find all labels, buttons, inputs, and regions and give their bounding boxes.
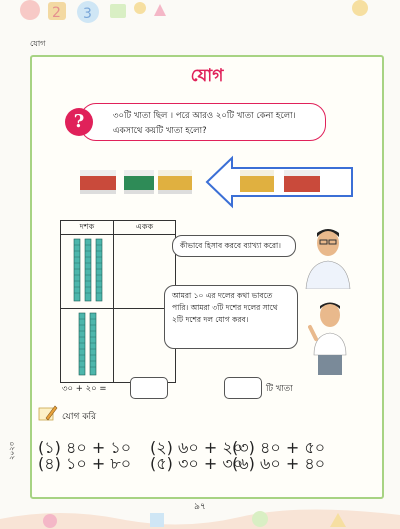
tens-header: দশক bbox=[61, 221, 114, 235]
problem-4: (৪) ১০ + ৮০ bbox=[38, 454, 132, 473]
problem-5: (৫) ৩০ + ৩০ bbox=[150, 454, 244, 473]
svg-text:3: 3 bbox=[83, 6, 92, 22]
answer-box-count[interactable] bbox=[224, 377, 262, 399]
exercise-label: যোগ করি bbox=[62, 412, 97, 422]
equation-left: ৩০ + ২০ = bbox=[62, 384, 107, 394]
problem-2: (২) ৬০ + ২০ bbox=[150, 438, 244, 457]
teacher-illustration bbox=[300, 227, 356, 289]
side-year: ২০২৩ bbox=[8, 441, 16, 460]
question-box bbox=[73, 103, 326, 141]
student-illustration bbox=[308, 301, 354, 377]
notebook-stack-5 bbox=[284, 170, 320, 192]
problem-1: (১) ৪০ + ১০ bbox=[38, 438, 132, 457]
speech-bubble-teacher: কীভাবে হিসাব করবে ব্যাখ্যা করো। bbox=[172, 235, 296, 257]
question-icon: ? bbox=[65, 108, 93, 136]
ones-header: একক bbox=[113, 221, 175, 235]
page-title: যোগ bbox=[190, 66, 224, 86]
question-line-2: একসাথে কয়টি খাতা হলো? bbox=[113, 126, 207, 136]
page-number: ৯৭ bbox=[194, 502, 206, 512]
notebook-stack-3 bbox=[158, 170, 192, 194]
content-frame bbox=[30, 55, 384, 499]
equation-suffix: টি খাতা bbox=[266, 384, 293, 394]
notebook-stack-1 bbox=[80, 170, 116, 194]
arrow-icon bbox=[207, 158, 352, 206]
pencil-icon bbox=[38, 404, 58, 422]
notebook-stack-2 bbox=[124, 170, 154, 194]
bottom-decoration bbox=[0, 495, 400, 529]
notebook-stack-4 bbox=[240, 170, 274, 192]
problem-3: (৩) ৪০ + ৫০ bbox=[232, 438, 326, 457]
svg-text:2: 2 bbox=[52, 5, 61, 21]
top-decoration bbox=[0, 0, 400, 34]
problem-6: (৬) ৬০ + ৪০ bbox=[232, 454, 326, 473]
chapter-header: যোগ bbox=[30, 39, 46, 48]
answer-box-sum[interactable] bbox=[130, 377, 168, 399]
place-value-table bbox=[60, 220, 176, 383]
question-line-1: ৩০টি খাতা ছিল । পরে আরও ২০টি খাতা কেনা হলো। bbox=[113, 111, 296, 121]
notebooks-illustration bbox=[32, 152, 382, 212]
speech-bubble-student: আমরা ১০ এর দলের কথা ভাবতে পারি। আমরা ৩টি দশের দলের সাথে ২টি দশের দল যোগ করব। bbox=[164, 285, 298, 349]
